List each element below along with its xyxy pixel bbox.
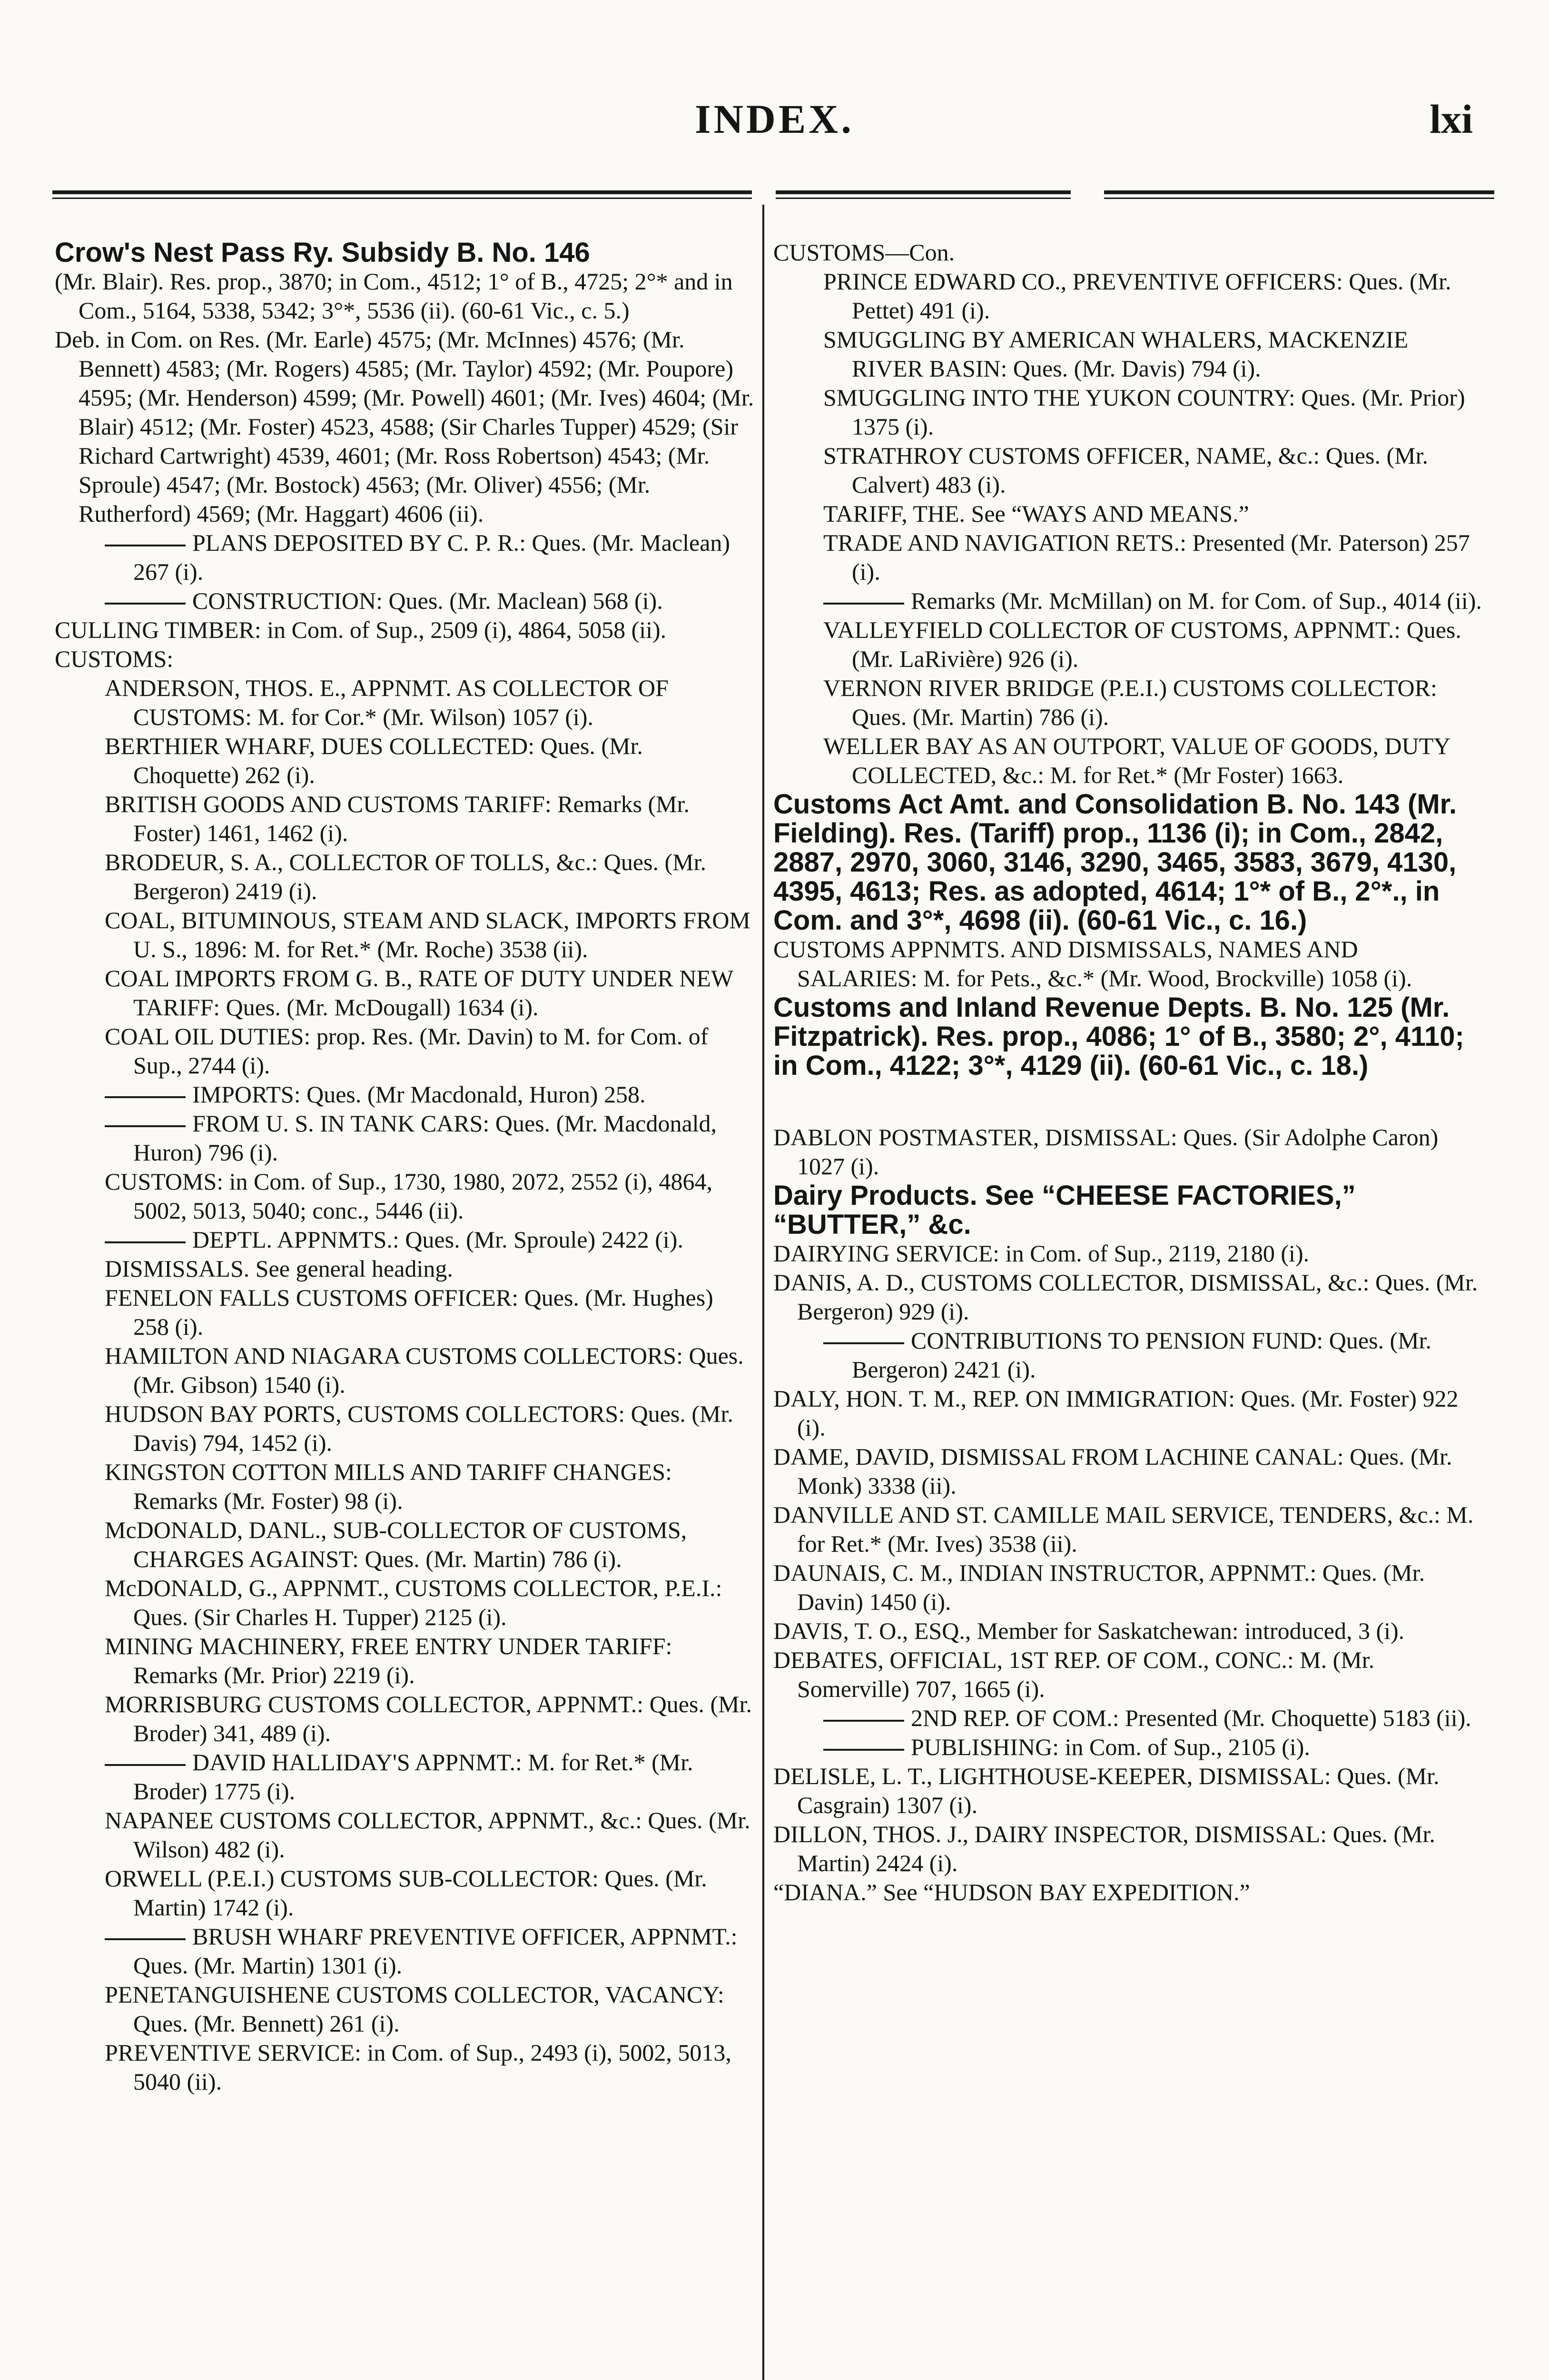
entry-text: Remarks (Mr. McMillan) on M. for Com. of Sup., 4014 (ii). (911, 587, 1482, 614)
entry-text: BRODEUR, S. A., COLLECTOR OF TOLLS, &c.: Ques. (Mr. Bergeron) 2419 (i). (105, 849, 706, 904)
entry-text: “DIANA.” See “HUDSON BAY EXPEDITION.” (773, 1879, 1250, 1905)
index-entry (55, 645, 754, 674)
index-entry (773, 935, 1482, 993)
entry-text: DILLON, THOS. J., DAIRY INSPECTOR, DISMISSAL: Ques. (Mr. Martin) 2424 (i). (773, 1821, 1435, 1876)
index-entry (773, 1123, 1482, 1181)
entry-text: CUSTOMS: (55, 645, 174, 672)
index-entry (55, 325, 754, 528)
ditto-dash (105, 1764, 186, 1766)
index-subentry (773, 586, 1482, 615)
header-rule-left-thin (52, 198, 752, 199)
index-subentry (55, 674, 754, 732)
header-rule-left-thick (52, 190, 752, 194)
entry-text: McDONALD, G., APPNMT., CUSTOMS COLLECTOR, P.E.I.: Ques. (Sir Charles H. Tupper) 2125 (i). (105, 1575, 722, 1630)
header-rule-right-thick (1104, 190, 1494, 194)
ditto-dash (823, 1720, 904, 1722)
entry-text: TARIFF, THE. See “WAYS AND MEANS.” (823, 500, 1249, 527)
entry-text: ORWELL (P.E.I.) CUSTOMS SUB-COLLECTOR: Ques. (Mr. Martin) 1742 (i). (105, 1865, 707, 1921)
index-subentry (55, 1109, 754, 1167)
entry-text: KINGSTON COTTON MILLS AND TARIFF CHANGES: Remarks (Mr. Foster) 98 (i). (105, 1458, 672, 1514)
ditto-dash (823, 1342, 904, 1344)
entry-text: CONSTRUCTION: Ques. (Mr. Maclean) 568 (i). (192, 587, 663, 614)
index-entry (773, 1268, 1482, 1326)
entry-text: DEBATES, OFFICIAL, 1ST REP. OF COM., CONC.: M. (Mr. Somerville) 707, 1665 (i). (773, 1646, 1375, 1702)
index-subentry (55, 1080, 754, 1109)
entry-text: NAPANEE CUSTOMS COLLECTOR, APPNMT., &c.: Ques. (Mr. Wilson) 482 (i). (105, 1807, 750, 1863)
entry-text: PUBLISHING: in Com. of Sup., 2105 (i). (911, 1734, 1310, 1760)
entry-text: BRUSH WHARF PREVENTIVE OFFICER, APPNMT.: Ques. (Mr. Martin) 1301 (i). (133, 1923, 738, 1979)
index-column-left (55, 238, 754, 2380)
index-subentry (55, 1458, 754, 1516)
header-rule-mid-thin (776, 198, 1071, 199)
index-subentry (55, 1864, 754, 1922)
index-subentry (55, 2038, 754, 2096)
index-subentry (55, 1574, 754, 1632)
entry-text: CUSTOMS: in Com. of Sup., 1730, 1980, 2072, 2552 (i), 4864, 5002, 5013, 5040; conc., 5446 (ii). (105, 1168, 712, 1224)
ditto-dash (105, 1241, 186, 1243)
entry-text: IMPORTS: Ques. (Mr Macdonald, Huron) 258. (192, 1081, 646, 1108)
index-heading (773, 790, 1482, 935)
index-heading (773, 993, 1482, 1080)
ditto-dash (105, 1096, 186, 1098)
index-entry (773, 1820, 1482, 1878)
entry-text: DAIRYING SERVICE: in Com. of Sup., 2119, 2180 (i). (773, 1240, 1310, 1267)
entry-text: VALLEYFIELD COLLECTOR OF CUSTOMS, APPNMT.: Ques. (Mr. LaRivière) 926 (i). (823, 616, 1461, 672)
index-entry (55, 615, 754, 645)
entry-text: SMUGGLING BY AMERICAN WHALERS, MACKENZIE RIVER BASIN: Ques. (Mr. Davis) 794 (i). (823, 326, 1409, 382)
index-subentry (55, 1022, 754, 1080)
entry-text: MINING MACHINERY, FREE ENTRY UNDER TARIFF: Remarks (Mr. Prior) 2219 (i). (105, 1633, 672, 1688)
index-entry (773, 1558, 1482, 1616)
entry-text: DABLON POSTMASTER, DISMISSAL: Ques. (Sir Adolphe Caron) 1027 (i). (773, 1124, 1439, 1180)
entry-text: PREVENTIVE SERVICE: in Com. of Sup., 2493 (i), 5002, 5013, 5040 (ii). (105, 2039, 731, 2095)
index-subentry (773, 674, 1482, 732)
index-subentry (55, 1806, 754, 1864)
index-entry (773, 238, 1482, 267)
entry-text: HAMILTON AND NIAGARA CUSTOMS COLLECTORS: Ques. (Mr. Gibson) 1540 (i). (105, 1342, 744, 1398)
index-heading (773, 1181, 1482, 1239)
entry-text: TRADE AND NAVIGATION RETS.: Presented (Mr. Paterson) 257 (i). (823, 529, 1470, 585)
index-subentry (773, 615, 1482, 674)
ditto-dash (105, 1125, 186, 1127)
index-entry (773, 1500, 1482, 1558)
index-subentry (773, 499, 1482, 528)
index-subentry (773, 1326, 1482, 1384)
index-subentry (773, 1704, 1482, 1733)
entry-text: BERTHIER WHARF, DUES COLLECTED: Ques. (Mr. Choquette) 262 (i). (105, 733, 643, 788)
index-subentry (773, 528, 1482, 586)
page-number: lxi (1430, 96, 1473, 142)
entry-text: McDONALD, DANL., SUB-COLLECTOR OF CUSTOMS, CHARGES AGAINST: Ques. (Mr. Martin) 786 (i). (105, 1517, 687, 1572)
index-subentry (773, 732, 1482, 790)
index-subentry (773, 1733, 1482, 1762)
index-subentry (773, 325, 1482, 383)
index-subentry (55, 528, 754, 586)
ditto-dash (823, 603, 904, 605)
entry-text: WELLER BAY AS AN OUTPORT, VALUE OF GOODS, DUTY COLLECTED, &c.: M. for Ret.* (Mr Foster) 1663. (823, 733, 1450, 788)
entry-text: ANDERSON, THOS. E., APPNMT. AS COLLECTOR OF CUSTOMS: M. for Cor.* (Mr. Wilson) 1057 (i). (105, 674, 669, 730)
index-column-right (773, 238, 1482, 2380)
ditto-dash (105, 1938, 186, 1940)
entry-text: Dairy Products. See “CHEESE FACTORIES,” “BUTTER,” &c. (773, 1180, 1356, 1240)
entry-text: VERNON RIVER BRIDGE (P.E.I.) CUSTOMS COLLECTOR: Ques. (Mr. Martin) 786 (i). (823, 674, 1437, 730)
page-header (0, 95, 1549, 167)
entry-text: Customs and Inland Revenue Depts. B. No. 125 (Mr. Fitzpatrick). Res. prop., 4086; 1° of B., 3580; 2°, 4110; in Com., 4122; 3°*, 4129 (ii). (60-61 Vic., c. 18.) (773, 992, 1464, 1081)
entry-text: FENELON FALLS CUSTOMS OFFICER: Ques. (Mr. Hughes) 258 (i). (105, 1284, 713, 1340)
entry-text: HUDSON BAY PORTS, CUSTOMS COLLECTORS: Ques. (Mr. Davis) 794, 1452 (i). (105, 1400, 733, 1456)
index-subentry (55, 906, 754, 964)
index-subentry (55, 1690, 754, 1748)
index-entry (773, 1384, 1482, 1442)
index-subentry (55, 1632, 754, 1690)
entry-text: Crow's Nest Pass Ry. Subsidy B. No. 146 (55, 238, 590, 268)
entry-text: Customs Act Amt. and Consolidation B. No. 143 (Mr. Fielding). Res. (Tariff) prop., 1136 (i); in Com., 2842, 2887, 2970, 3060, 3146, 3290, 3465, 3583, 3679, 4130, 4395, 4613; Res. as adopted, 4614; 1°* of B., 2°*., in Com. and 3°*, 4698 (ii). (60-61 Vic., c. 16.) (773, 789, 1457, 936)
entry-text: PRINCE EDWARD CO., PREVENTIVE OFFICERS: Ques. (Mr. Pettet) 491 (i). (823, 268, 1451, 324)
index-subentry (55, 1254, 754, 1283)
index-subentry (55, 1225, 754, 1254)
index-subentry (55, 1980, 754, 2038)
entry-text: PENETANGUISHENE CUSTOMS COLLECTOR, VACANCY: Ques. (Mr. Bennett) 261 (i). (105, 1981, 724, 2037)
index-subentry (55, 1283, 754, 1341)
index-subentry (773, 383, 1482, 441)
entry-text: DAVID HALLIDAY'S APPNMT.: M. for Ret.* (Mr. Broder) 1775 (i). (133, 1749, 693, 1805)
index-subentry (55, 732, 754, 790)
entry-text: BRITISH GOODS AND CUSTOMS TARIFF: Remarks (Mr. Foster) 1461, 1462 (i). (105, 791, 690, 846)
index-subentry (55, 1399, 754, 1458)
entry-text: CUSTOMS—Con. (773, 239, 955, 266)
entry-text: MORRISBURG CUSTOMS COLLECTOR, APPNMT.: Ques. (Mr. Broder) 341, 489 (i). (105, 1691, 752, 1746)
entry-text: Deb. in Com. on Res. (Mr. Earle) 4575; (Mr. McInnes) 4576; (Mr. Bennett) 4583; (Mr. Rogers) 4585; (Mr. Taylor) 4592; (Mr. Poupore) 4595; (Mr. Henderson) 4599; (Mr. Powell) 4601; (Mr. Ives) 4604; (Mr. Blair) 4512; (Mr. Foster) 4523, 4588; (Sir Charles Tupper) 4529; (Sir Richard Cartwright) 4539, 4601; (Mr. Ross Robertson) 4543; (Mr. Sproule) 4547; (Mr. Bostock) 4563; (Mr. Oliver) 4556; (Mr. Rutherford) 4569; (Mr. Haggart) 4606 (ii). (55, 326, 754, 527)
index-entry (773, 1616, 1482, 1646)
ditto-dash (105, 603, 186, 605)
column-divider (762, 205, 764, 2380)
entry-text: DANVILLE AND ST. CAMILLE MAIL SERVICE, TENDERS, &c.: M. for Ret.* (Mr. Ives) 3538 (ii). (773, 1501, 1474, 1557)
index-subentry (55, 1341, 754, 1399)
entry-gap (773, 1080, 1482, 1123)
entry-text: DAME, DAVID, DISMISSAL FROM LACHINE CANAL: Ques. (Mr. Monk) 3338 (ii). (773, 1443, 1452, 1499)
entry-text: FROM U. S. IN TANK CARS: Ques. (Mr. Macdonald, Huron) 796 (i). (133, 1110, 717, 1166)
entry-text: CULLING TIMBER: in Com. of Sup., 2509 (i), 4864, 5058 (ii). (55, 616, 667, 643)
index-subentry (55, 586, 754, 615)
entry-text: (Mr. Blair). Res. prop., 3870; in Com., 4512; 1° of B., 4725; 2°* and in Com., 5164, 5338, 5342; 3°*, 5536 (ii). (60-61 Vic., c. 5.) (55, 268, 733, 324)
entry-text: DISMISSALS. See general heading. (105, 1255, 453, 1282)
header-rule-right-thin (1104, 198, 1494, 199)
index-entry (773, 1442, 1482, 1500)
index-entry (773, 1762, 1482, 1820)
index-subentry (55, 790, 754, 848)
index-subentry (773, 441, 1482, 499)
ditto-dash (105, 545, 186, 546)
index-entry (773, 1878, 1482, 1907)
index-subentry (773, 267, 1482, 325)
entry-text: CONTRIBUTIONS TO PENSION FUND: Ques. (Mr. Bergeron) 2421 (i). (852, 1327, 1432, 1383)
entry-text: DANIS, A. D., CUSTOMS COLLECTOR, DISMISSAL, &c.: Ques. (Mr. Bergeron) 929 (i). (773, 1269, 1478, 1325)
entry-text: COAL, BITUMINOUS, STEAM AND SLACK, IMPORTS FROM U. S., 1896: M. for Ret.* (Mr. Roche) 3538 (ii). (105, 907, 750, 962)
entry-text: DAUNAIS, C. M., INDIAN INSTRUCTOR, APPNMT.: Ques. (Mr. Davin) 1450 (i). (773, 1559, 1425, 1615)
entry-text: STRATHROY CUSTOMS OFFICER, NAME, &c.: Ques. (Mr. Calvert) 483 (i). (823, 442, 1428, 498)
entry-text: 2ND REP. OF COM.: Presented (Mr. Choquette) 5183 (ii). (911, 1705, 1471, 1731)
ditto-dash (823, 1749, 904, 1751)
index-subentry (55, 848, 754, 906)
entry-text: DALY, HON. T. M., REP. ON IMMIGRATION: Ques. (Mr. Foster) 922 (i). (773, 1385, 1459, 1441)
index-subentry (55, 964, 754, 1022)
index-entry (55, 267, 754, 325)
entry-text: DAVIS, T. O., ESQ., Member for Saskatchewan: introduced, 3 (i). (773, 1617, 1405, 1644)
index-subentry (55, 1167, 754, 1225)
entry-text: SMUGGLING INTO THE YUKON COUNTRY: Ques. (Mr. Prior) 1375 (i). (823, 384, 1465, 440)
entry-text: PLANS DEPOSITED BY C. P. R.: Ques. (Mr. Maclean) 267 (i). (133, 529, 730, 585)
entry-text: DELISLE, L. T., LIGHTHOUSE-KEEPER, DISMISSAL: Ques. (Mr. Casgrain) 1307 (i). (773, 1763, 1440, 1818)
entry-text: CUSTOMS APPNMTS. AND DISMISSALS, NAMES AND SALARIES: M. for Pets., &c.* (Mr. Wood, Brockville) 1058 (i). (773, 936, 1412, 992)
index-entry (773, 1646, 1482, 1704)
index-subentry (55, 1922, 754, 1980)
entry-text: COAL IMPORTS FROM G. B., RATE OF DUTY UNDER NEW TARIFF: Ques. (Mr. McDougall) 1634 (i). (105, 965, 733, 1021)
index-heading (55, 238, 754, 267)
entry-text: DEPTL. APPNMTS.: Ques. (Mr. Sproule) 2422 (i). (192, 1226, 683, 1253)
page-title: INDEX. (695, 96, 854, 142)
entry-text: COAL OIL DUTIES: prop. Res. (Mr. Davin) to M. for Com. of Sup., 2744 (i). (105, 1023, 709, 1079)
index-subentry (55, 1748, 754, 1806)
index-entry (773, 1239, 1482, 1268)
header-rule-mid-thick (776, 190, 1071, 194)
index-subentry (55, 1516, 754, 1574)
